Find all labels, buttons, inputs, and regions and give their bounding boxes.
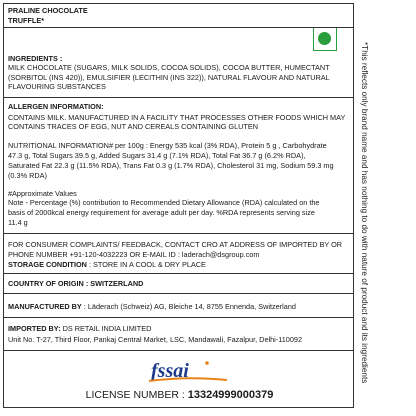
divider-after-manufacturer	[4, 317, 353, 318]
nutrition-line-3: Saturated Fat 22.3 g (11.5% RDA), Trans Fat 0.3 g (1.7% RDA), Cholesterol 31 mg, Sodium 59.3 mg	[8, 161, 334, 170]
nutrition-line-4: (0.3% RDA)	[8, 171, 47, 180]
allergen-line-2: CONTAINS TRACES OF EGG, NUT AND CEREALS CONTAINING GLUTEN	[8, 122, 259, 131]
divider-after-name	[4, 27, 353, 28]
fssai-logo-icon	[147, 359, 232, 383]
importer-address: Unit No. T-27, Third Floor, Pankaj Central Market, LSC, Mandawali, Fazalpur, Delhi-110092	[8, 335, 303, 344]
ingredients-heading: INGREDIENTS :	[8, 54, 63, 63]
divider-after-importer	[4, 350, 353, 351]
importer-info	[8, 324, 151, 334]
allergen-line-1: CONTAINS MILK. MANUFACTURED IN A FACILITY THAT PROCESSES OTHER FOODS WHICH MAY	[8, 113, 346, 122]
nutrition-line-2: 47.3 g, Total Sugars 39.5 g, Added Sugars 31.4 g (7.1% RDA), Total Fat 36.7 g (6.2% RDA),	[8, 151, 306, 160]
manufacturer-text: : Läderach (Schweiz) AG, Bleiche 14, 8755 Ennenda, Switzerland	[81, 302, 296, 311]
rda-note-line-3: 11.4 g	[8, 218, 28, 227]
brand-disclaimer-side-note: *This reflects only brand name and has nothing to do with nature of product and its ingredients	[360, 42, 369, 384]
license-number: 13324999000379	[187, 389, 274, 401]
ingredients-line-1: MILK CHOCOLATE (SUGARS, MILK SOLIDS, COCOA SOLIDS), COCOA BUTTER, HUMECTANT	[8, 63, 330, 72]
storage-heading: STORAGE CONDITION	[8, 260, 87, 269]
importer-heading: IMPORTED BY:	[8, 324, 61, 333]
fssai-logo-dot	[205, 361, 209, 365]
product-label-panel	[3, 3, 354, 408]
product-name-line-1: PRALINE CHOCOLATE	[8, 6, 88, 15]
country-of-origin: COUNTRY OF ORIGIN : SWITZERLAND	[8, 279, 144, 288]
veg-symbol-icon	[313, 27, 337, 51]
ingredients-line-3: FLAVOURING SUBSTANCES	[8, 82, 106, 91]
veg-symbol-dot	[318, 32, 331, 45]
rda-note-line-1: Note - Percentage (%) contribution to Recommended Dietary Allowance (RDA) calculated on the	[8, 198, 320, 207]
fssai-logo-text: fssai	[151, 360, 189, 382]
approximate-values-heading: #Approximate Values	[8, 189, 77, 198]
divider-after-origin	[4, 293, 353, 294]
consumer-complaints-line-1: FOR CONSUMER COMPLAINTS/ FEEDBACK, CONTACT CRO AT ADDRESS OF IMPORTED BY OR	[8, 240, 343, 249]
ingredients-line-2: (SORBITOL (INS 420)), EMULSIFIER (LECITHIN (INS 322)), NATURAL FLAVOUR AND NATURAL	[8, 73, 330, 82]
importer-name: DS RETAIL INDIA LIMITED	[60, 324, 152, 333]
allergen-heading: ALLERGEN INFORMATION:	[8, 102, 104, 111]
license-label: LICENSE NUMBER :	[85, 389, 188, 401]
nutrition-line-1: NUTRITIONAL INFORMATION# per 100g : Energy 535 kcal (3% RDA), Protein 5 g , Carbohydrate	[8, 141, 327, 150]
divider-after-storage	[4, 273, 353, 274]
rda-note-line-2: basis of 2000kcal energy requirement for average adult per day. %RDA represents serving size	[8, 208, 315, 217]
manufacturer-info	[8, 302, 296, 312]
consumer-complaints-line-2: PHONE NUMBER +91-120-4032223 OR E-MAIL ID : laderach@dsgroup.com	[8, 250, 260, 259]
divider-after-nutrition	[4, 233, 353, 234]
storage-condition	[8, 260, 206, 270]
divider-after-ingredients	[4, 97, 353, 98]
manufacturer-heading: MANUFACTURED BY	[8, 302, 82, 311]
license-number-line	[4, 389, 355, 401]
product-name-line-2: TRUFFLE*	[8, 16, 45, 25]
storage-text: : STORE IN A COOL & DRY PLACE	[86, 260, 206, 269]
